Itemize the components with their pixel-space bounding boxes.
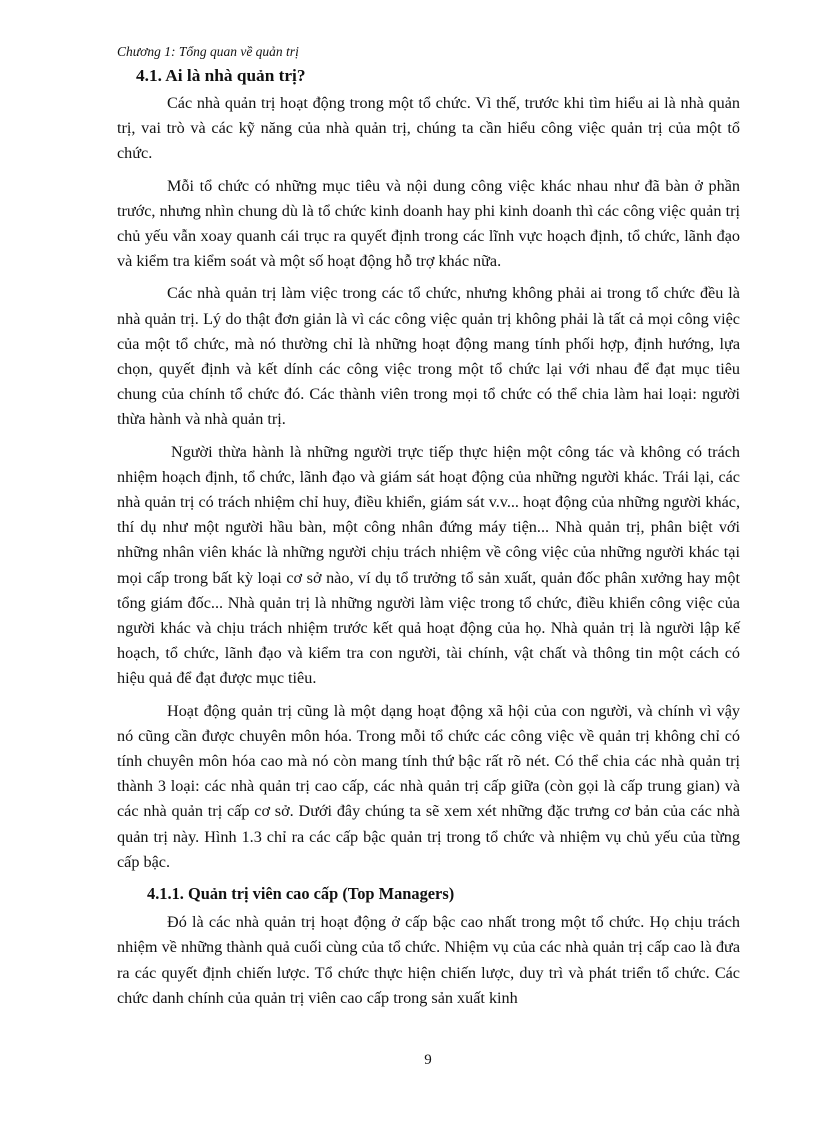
paragraph: Đó là các nhà quản trị hoạt động ở cấp bậc cao nhất trong một tổ chức. Họ chịu trách nhiệm về những thành quả cuối cùng của tổ chức. Nhiệm vụ của các nhà quản trị cấp cao là đưa ra các quyết định chiến lược. Tổ chức thực hiện chiến lược, duy trì và phát triển tổ chức. Các chức danh chính của quản trị viên cao cấp trong sản xuất kinh	[117, 913, 740, 1007]
section-heading: 4.1. Ai là nhà quản trị?	[136, 66, 306, 85]
running-header: Chương 1: Tổng quan về quản trị	[117, 44, 299, 59]
paragraph: Người thừa hành là những người trực tiếp thực hiện một công tác và không có trách nhiệm hoạch định, tổ chức, lãnh đạo và giám sát hoạt động của những người khác. Trái lại, các nhà quản trị có trách nhiệm chỉ huy, điều khiển, giám sát v.v... hoạt động của những người khác, thí dụ như một người hầu bàn, một công nhân đứng máy tiện... Nhà quản trị, phân biệt với những nhân viên khác là những người chịu trách nhiệm về công việc của những người khác tại mọi cấp trong bất kỳ loại cơ sở nào, ví dụ tổ trưởng tổ sản xuất, quản đốc phân xưởng hay một tổng giám đốc... Nhà quản trị là những người làm việc trong tổ chức, điều khiển công việc của người khác và chịu trách nhiệm trước kết quả hoạt động của họ. Nhà quản trị là người lập kế hoạch, tổ chức, lãnh đạo và kiểm tra con người, tài chính, vật chất và thông tin một cách có hiệu quả để đạt được mục tiêu.	[117, 442, 740, 688]
paragraph: Các nhà quản trị làm việc trong các tổ chức, nhưng không phải ai trong tổ chức đều là nhà quản trị. Lý do thật đơn giản là vì các công việc quản trị không phải là tất cả mọi công việc của một tổ chức, mà nó thường chỉ là những hoạt động mang tính phối hợp, định hướng, lựa chọn, quyết định và kết dính các công việc trong một tổ chức lại với nhau để đạt mục tiêu chung của chính tổ chức đó. Các thành viên trong mọi tổ chức có thể chia làm hai loại: người thừa hành và nhà quản trị.	[117, 284, 740, 429]
page-number: 9	[424, 1052, 432, 1068]
paragraph: Các nhà quản trị hoạt động trong một tổ chức. Vì thế, trước khi tìm hiểu ai là nhà quản trị, vai trò và các kỹ năng của nhà quản trị, chúng ta cần hiểu công việc quản trị của một tổ chức.	[117, 94, 740, 163]
page-body	[117, 64, 740, 1018]
subsection-heading: 4.1.1. Quản trị viên cao cấp (Top Managers)	[147, 884, 455, 904]
paragraph: Mỗi tổ chức có những mục tiêu và nội dung công việc khác nhau như đã bàn ở phần trước, nhưng nhìn chung dù là tổ chức kinh doanh hay phi kinh doanh thì các công việc quản trị chủ yếu vẫn xoay quanh cái trục ra quyết định trong các lĩnh vực hoạch định, tổ chức, lãnh đạo và kiểm tra kiểm soát và một số hoạt động hỗ trợ khác nữa.	[117, 176, 740, 271]
paragraph: Hoạt động quản trị cũng là một dạng hoạt động xã hội của con người, và chính vì vậy nó cũng cần được chuyên môn hóa. Trong mỗi tổ chức các công việc về quản trị không chỉ có tính chuyên môn hóa cao mà nó còn mang tính thứ bậc rất rõ nét. Có thể chia các nhà quản trị thành 3 loại: các nhà quản trị cao cấp, các nhà quản trị cấp giữa (còn gọi là cấp trung gian) và các nhà quản trị cấp cơ sở. Dưới đây chúng ta sẽ xem xét những đặc trưng cơ bản của các nhà quản trị này. Hình 1.3 chỉ ra các cấp bậc quản trị trong tổ chức và nhiệm vụ chủ yếu của từng cấp bậc.	[117, 701, 740, 871]
